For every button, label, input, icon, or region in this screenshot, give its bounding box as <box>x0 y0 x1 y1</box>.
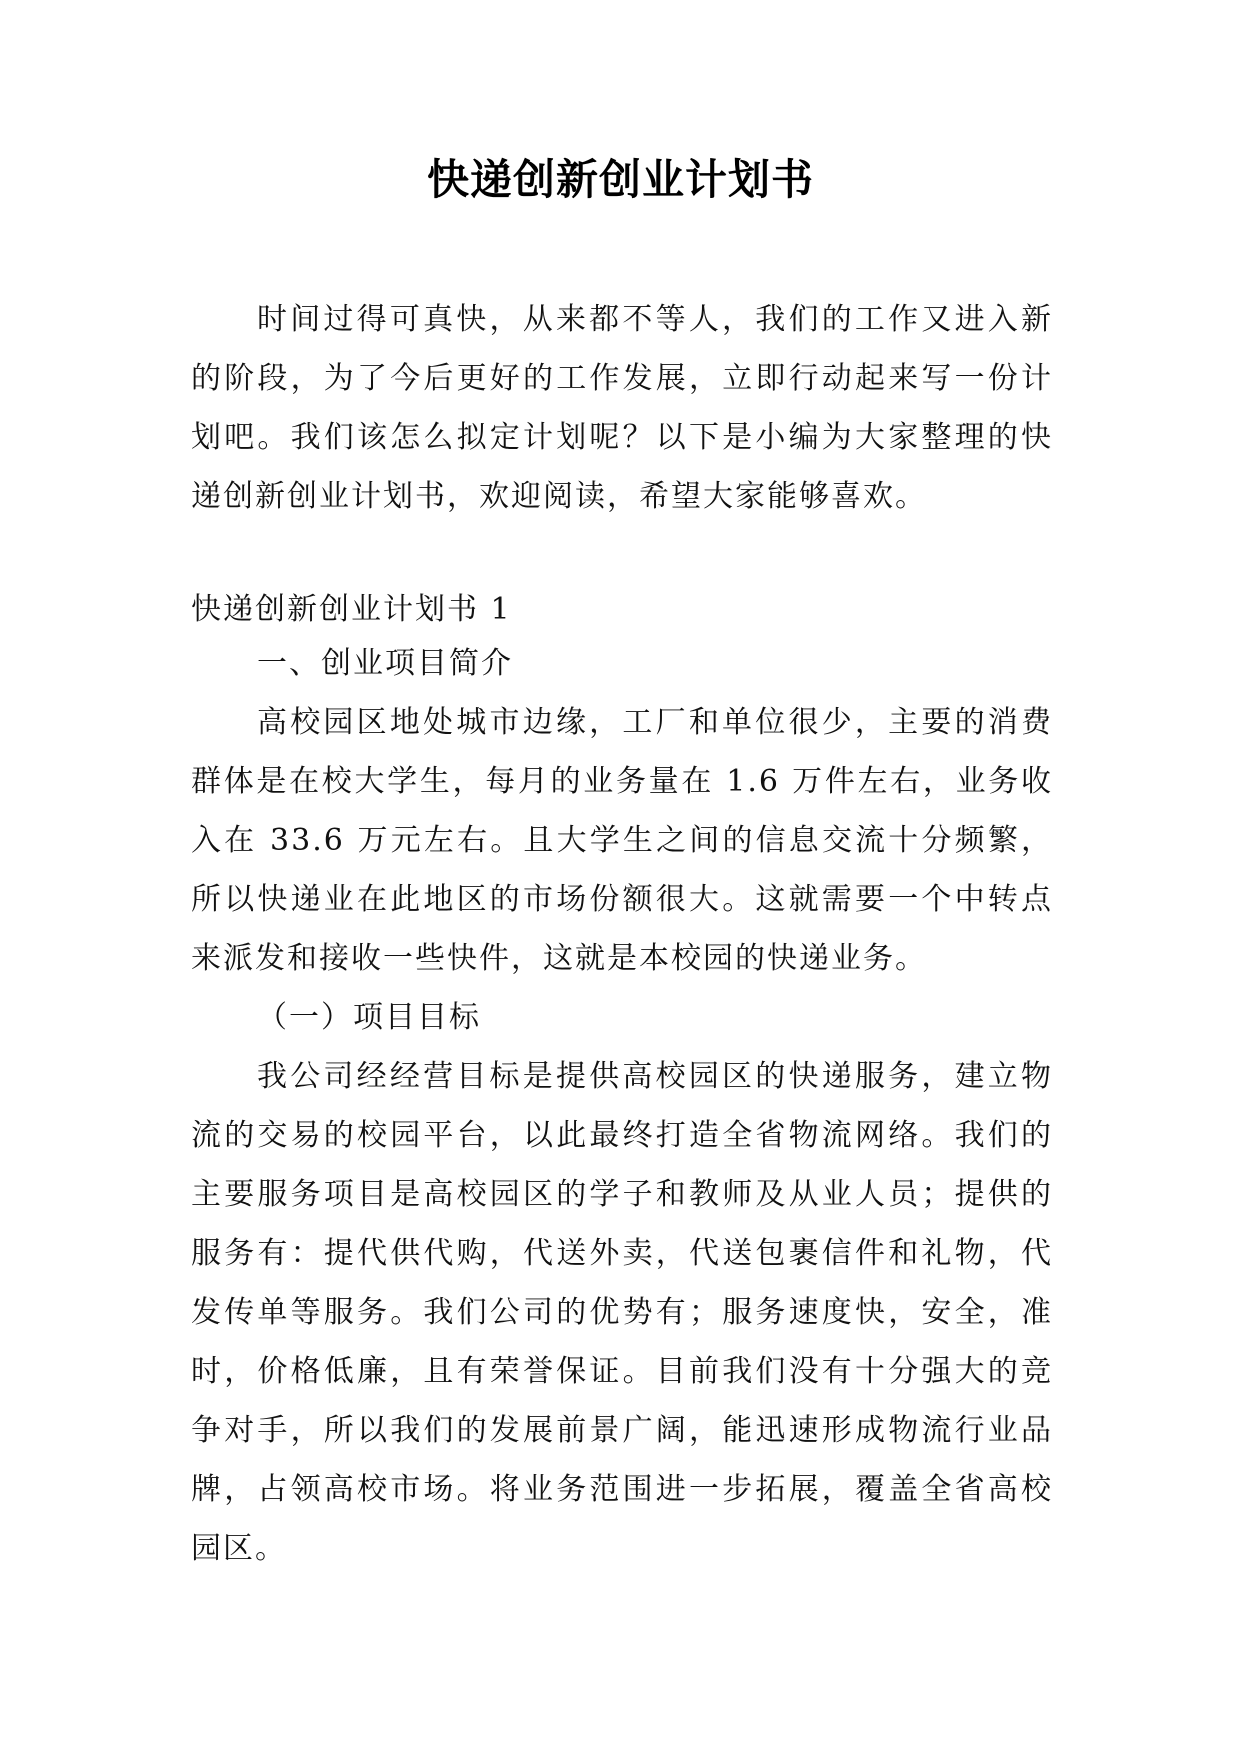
paragraph-project-intro: 高校园区地处城市边缘，工厂和单位很少，主要的消费群体是在校大学生，每月的业务量在 1.6 万件左右，业务收入在 33.6 万元左右。且大学生之间的信息交流十分频繁，所以快递业在此地区的市场份额很大。这就需要一个中转点来派发和接收一些快件，这就是本校园的快递业务。 <box>191 705 1053 976</box>
document-title: 快递创新创业计划书 <box>426 155 814 204</box>
paragraph-project-goal: 我公司经经营目标是提供高校园区的快递服务，建立物流的交易的校园平台，以此最终打造全省物流网络。我们的主要服务项目是高校园区的学子和教师及从业人员；提供的服务有：提代供代购，代送外卖，代送包裹信件和礼物，代发传单等服务。我们公司的优势有；服务速度快，安全，准时，价格低廉，且有荣誉保证。目前我们没有十分强大的竞争对手，所以我们的发展前景广阔，能迅速形成物流行业品牌，占领高校市场。将业务范围进一步拓展，覆盖全省高校园区。 <box>191 1059 1053 1566</box>
heading-project-intro: 一、创业项目简介 <box>257 646 513 681</box>
intro-paragraph: 时间过得可真快，从来都不等人，我们的工作又进入新的阶段，为了今后更好的工作发展，立即行动起来写一份计划吧。我们该怎么拟定计划呢？以下是小编为大家整理的快递创新创业计划书，欢迎阅读，希望大家能够喜欢。 <box>191 302 1053 514</box>
heading-project-goal: （一）项目目标 <box>257 1000 481 1035</box>
section-title: 快递创新创业计划书 1 <box>191 592 512 627</box>
